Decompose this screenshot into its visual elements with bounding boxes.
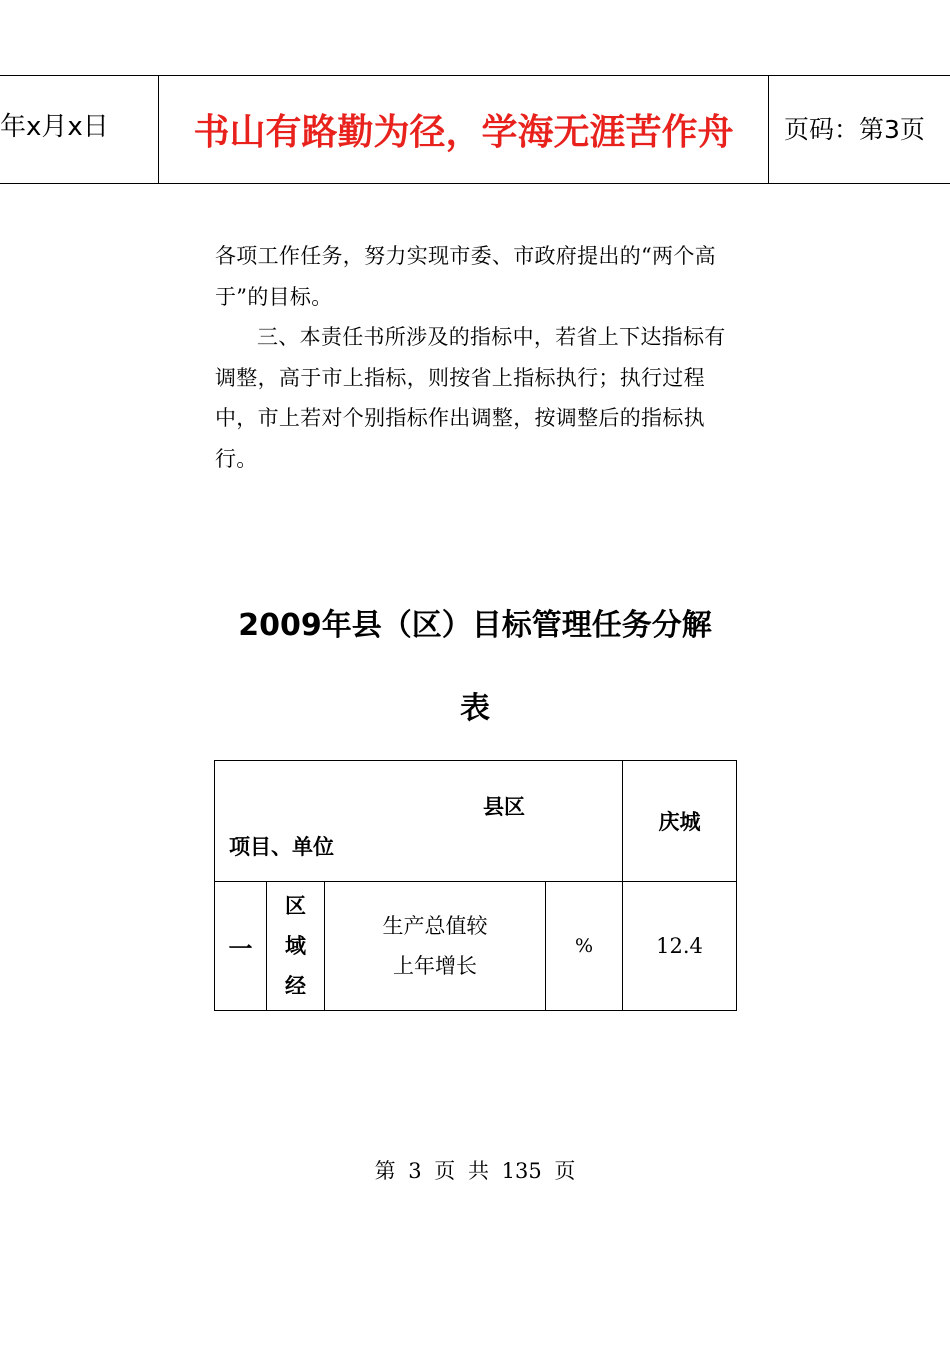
document-title-line-1: 2009年县（区）目标管理任务分解 bbox=[238, 608, 712, 643]
row-number: 一 bbox=[215, 882, 267, 1011]
header-divider-right bbox=[768, 75, 769, 184]
county-header: 庆城 bbox=[623, 761, 737, 882]
row-value: 12.4 bbox=[623, 882, 737, 1011]
row-category bbox=[267, 882, 325, 1011]
item-line: 上年增长 bbox=[393, 954, 477, 978]
document-title-line-2: 表 bbox=[460, 691, 490, 726]
header-top-rule bbox=[0, 75, 950, 76]
page-footer: 第 3 页 共 135 页 bbox=[374, 1159, 576, 1183]
table-header-row bbox=[215, 761, 737, 882]
column-dimension-label: 县区 bbox=[483, 795, 525, 819]
category-char: 区 bbox=[285, 894, 306, 918]
body-paragraph-2: 三、本责任书所涉及的指标中，若省上下达指标有调整，高于市上指标，则按省上指标执行；执行过程中，市上若对个别指标作出调整，按调整后的指标执行。 bbox=[215, 325, 726, 471]
header-page-number: 页码：第3页 bbox=[784, 115, 925, 144]
header-date: 年x月x日 bbox=[0, 112, 109, 142]
row-item bbox=[325, 882, 546, 1011]
header-motto: 书山有路勤为径，学海无涯苦作舟 bbox=[193, 111, 734, 153]
table-row bbox=[215, 882, 737, 1011]
category-char: 经 bbox=[285, 974, 306, 998]
table-corner-cell bbox=[215, 761, 623, 882]
row-unit: % bbox=[546, 882, 623, 1011]
task-table bbox=[214, 760, 737, 1011]
item-line: 生产总值较 bbox=[382, 914, 488, 938]
category-char: 域 bbox=[285, 934, 306, 958]
body-text bbox=[215, 236, 735, 479]
row-dimension-label: 项目、单位 bbox=[229, 835, 334, 859]
body-paragraph-1: 各项工作任务，努力实现市委、市政府提出的“两个高于”的目标。 bbox=[215, 244, 716, 309]
header-bottom-rule bbox=[0, 183, 950, 184]
